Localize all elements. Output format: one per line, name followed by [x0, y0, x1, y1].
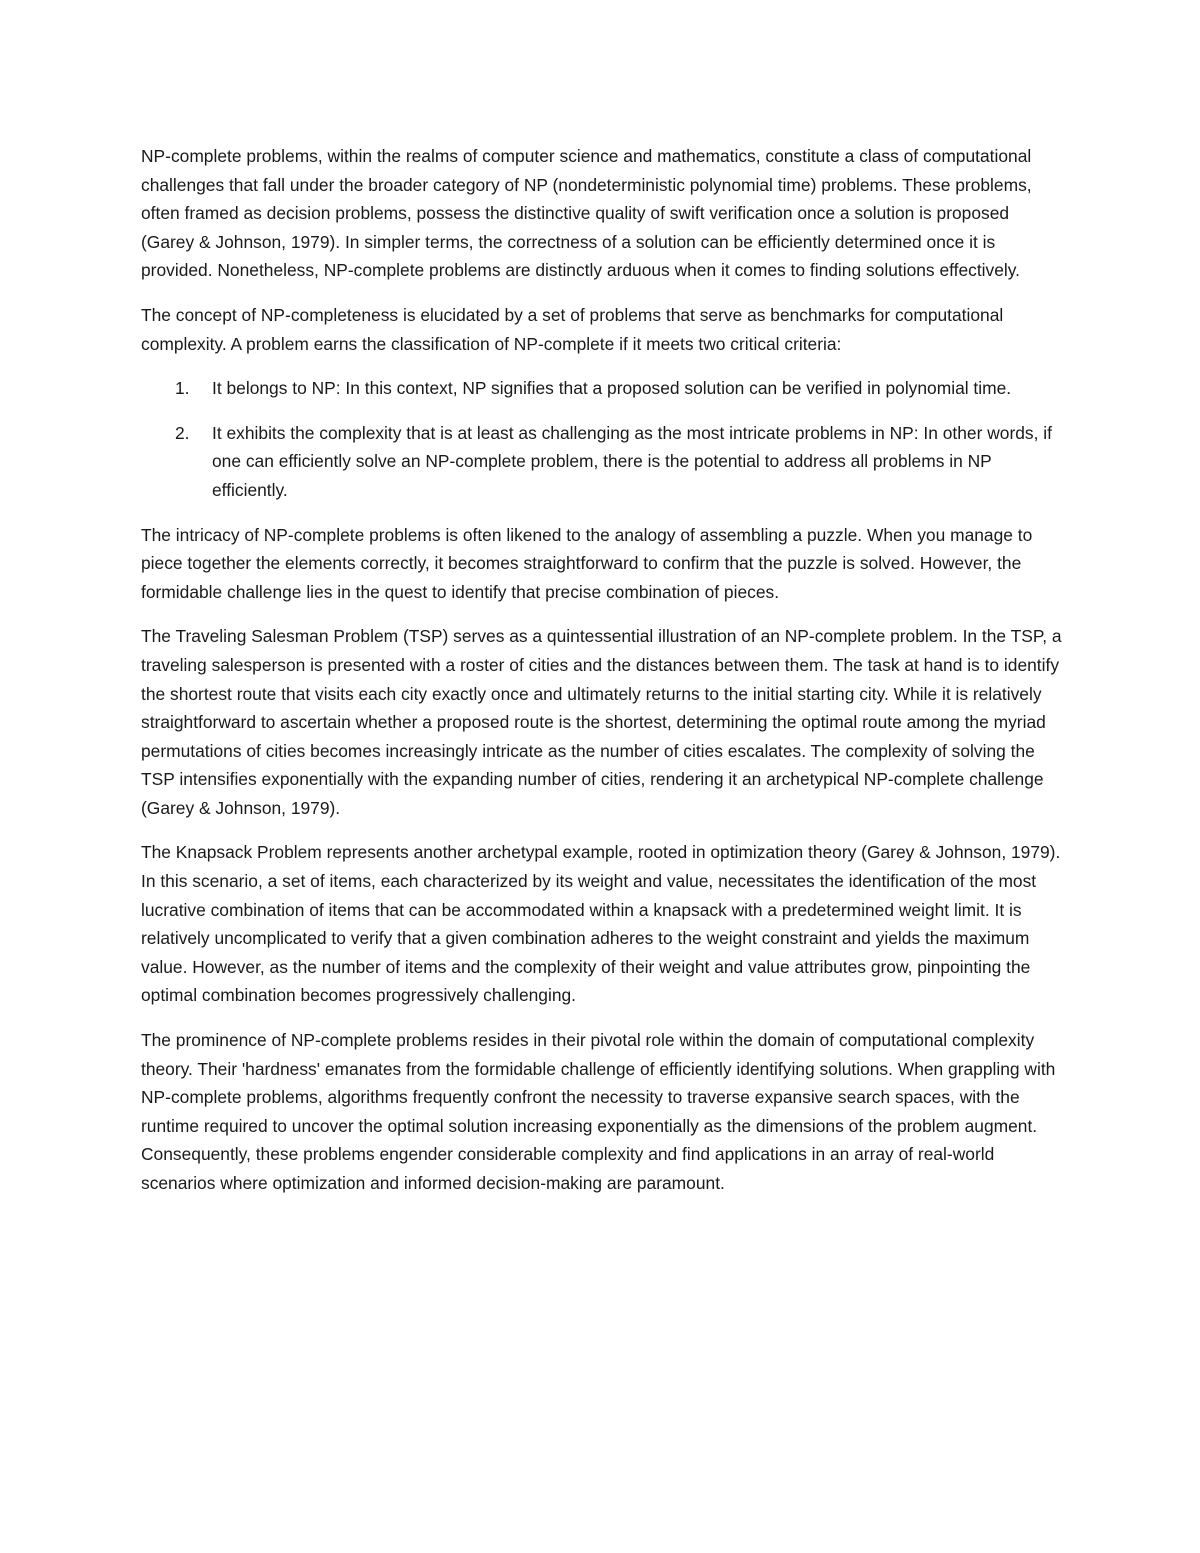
paragraph-puzzle-analogy: The intricacy of NP-complete problems is often likened to the analogy of assembling a puzzle. When you manage to piece together the elements correctly, it becomes straightforward to confirm that the puzzle is solved. However, the formidable challenge lies in the quest to identify that precise combination of pieces. — [141, 524, 1033, 602]
list-item-number: 1. — [175, 378, 190, 399]
paragraph-knapsack: The Knapsack Problem represents another archetypal example, rooted in optimization theory (Garey & Johnson, 1979). In this scenario, a set of items, each characterized by its weight and value, necessitates the identification of the most lucrative combination of items that can be accommodated within a knapsack with a predetermined weight limit. It is relatively uncomplicated to verify that a given combination adheres to the weight constraint and yields the maximum value. However, as the number of items and the complexity of their weight and value attributes grow, pinpointing the optimal combination becomes progressively challenging. — [141, 842, 1061, 1006]
list-item — [141, 374, 1066, 403]
criteria-list — [141, 374, 1066, 504]
document-body — [141, 142, 1066, 1214]
list-item — [141, 419, 1066, 505]
list-item-text: It belongs to NP: In this context, NP signifies that a proposed solution can be verified in polynomial time. — [212, 378, 1012, 399]
list-item-number: 2. — [175, 422, 190, 443]
paragraph-np-complete-definition: NP-complete problems, within the realms of computer science and mathematics, constitute a class of computational challenges that fall under the broader category of NP (nondeterministic polynomial time) problems. These problems, often framed as decision problems, possess the distinctive quality of swift verification once a solution is proposed (Garey & Johnson, 1979). In simpler terms, the correctness of a solution can be efficiently determined once it is provided. Nonetheless, NP-complete problems are distinctly arduous when it comes to finding solutions effectively. — [141, 146, 1032, 281]
list-item-text: It exhibits the complexity that is at least as challenging as the most intricate problems in NP: In other words, if one can efficiently solve an NP-complete problem, there is the potential to address all problems in NP efficiently. — [212, 422, 1052, 500]
paragraph-np-completeness-concept: The concept of NP-completeness is elucidated by a set of problems that serve as benchmarks for computational complexity. A problem earns the classification of NP-complete if it meets two critical criteria: — [141, 304, 1004, 354]
paragraph-traveling-salesman: The Traveling Salesman Problem (TSP) serves as a quintessential illustration of an NP-complete problem. In the TSP, a traveling salesperson is presented with a roster of cities and the distances between them. The task at hand is to identify the shortest route that visits each city exactly once and ultimately returns to the initial starting city. While it is relatively straightforward to ascertain whether a proposed route is the shortest, determining the optimal route among the myriad permutations of cities becomes increasingly intricate as the number of cities escalates. The complexity of solving the TSP intensifies exponentially with the expanding number of cities, rendering it an archetypical NP-complete challenge (Garey & Johnson, 1979). — [141, 626, 1062, 818]
paragraph-prominence: The prominence of NP-complete problems resides in their pivotal role within the domain of computational complexity theory. Their 'hardness' emanates from the formidable challenge of efficiently identifying solutions. When grappling with NP-complete problems, algorithms frequently confront the necessity to traverse expansive search spaces, with the runtime required to uncover the optimal solution increasing exponentially as the dimensions of the problem augment. Consequently, these problems engender considerable complexity and find applications in an array of real-world scenarios where optimization and informed decision-making are paramount. — [141, 1030, 1056, 1193]
